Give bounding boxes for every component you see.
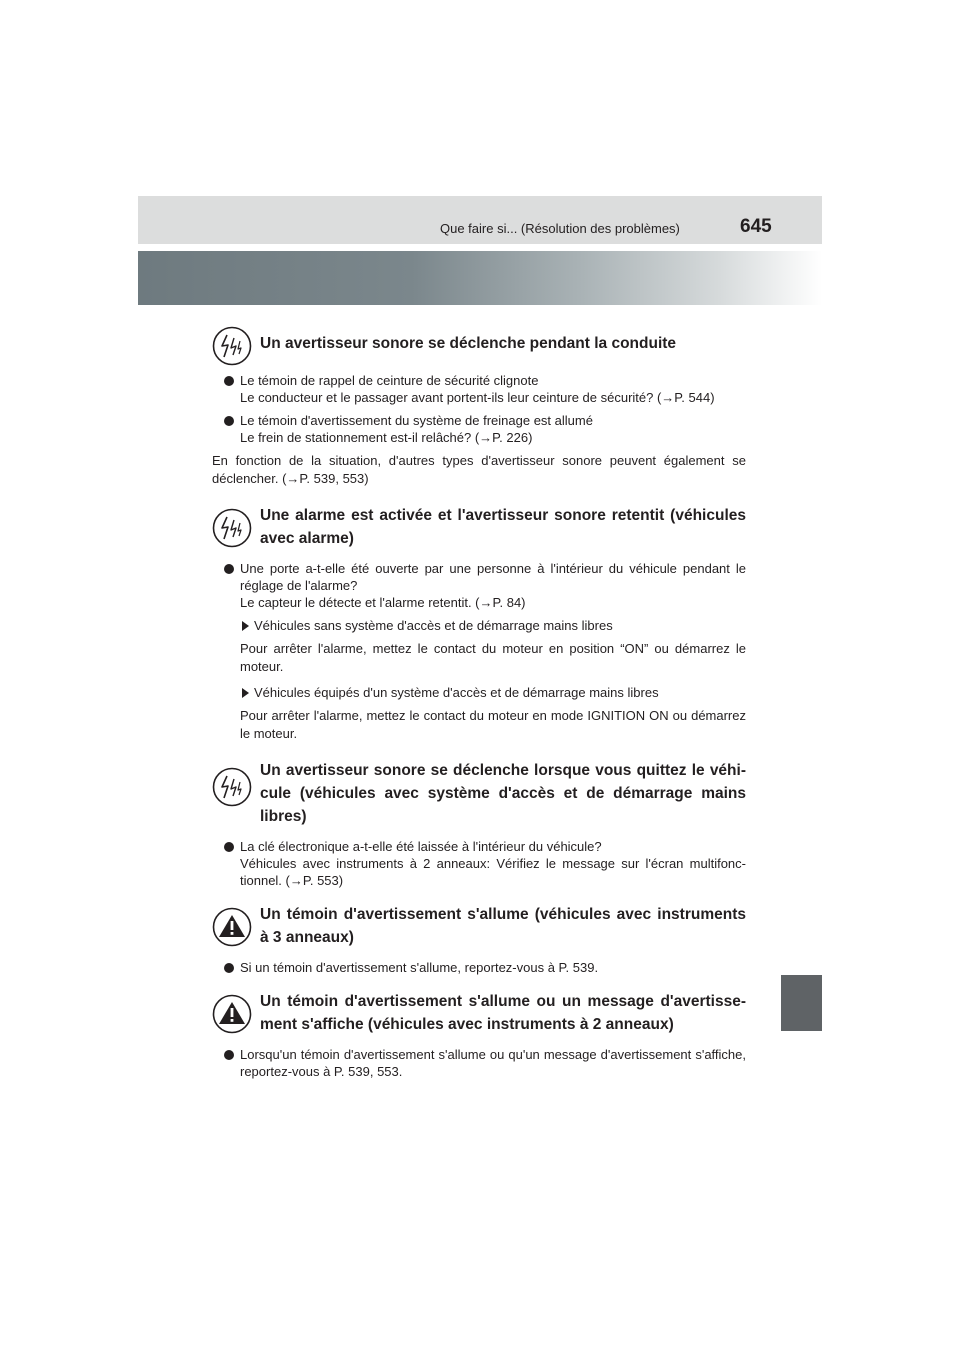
horn-icon — [212, 508, 252, 548]
triangle-marker-icon — [242, 688, 249, 698]
bullet-line: Le conducteur et le passager avant portent-ils leur ceinture de sécurité? (→P. 544) — [240, 390, 715, 405]
warning-icon — [212, 994, 252, 1034]
bullet-dot — [224, 842, 234, 852]
section-title-text: Un témoin d'avertissement s'allume (véhicules avec instruments à 3 anneaux) — [260, 906, 746, 946]
bullet-line: Lorsqu'un témoin d'avertissement s'allume ou qu'un message d'avertissement s'affiche, reportez-vous à P. 539, 553. — [240, 1047, 746, 1079]
section-title-text: Un avertisseur sonore se déclenche lorsque vous quittez le véhi-cule (véhicules avec système d'accès et de démarrage mains libres) — [260, 762, 746, 825]
bullet-line: Le témoin de rappel de ceinture de sécurité clignote — [240, 373, 539, 388]
paragraph: En fonction de la situation, d'autres types d'avertisseur sonore peuvent également se déclencher. (→P. 539, 553) — [212, 453, 746, 486]
list-item — [212, 1046, 746, 1080]
sub-item-label: Véhicules équipés d'un système d'accès et de démarrage mains libres — [254, 685, 659, 700]
list-item — [212, 560, 746, 611]
bullet-dot — [224, 416, 234, 426]
section-title-text: Un avertisseur sonore se déclenche pendant la conduite — [260, 335, 677, 352]
page-number: 645 — [740, 216, 772, 237]
section-heading — [212, 322, 746, 362]
bullet-dot — [224, 564, 234, 574]
section-heading — [212, 903, 746, 949]
bullet-dot — [224, 376, 234, 386]
bullet-line: La clé électronique a-t-elle été laissée à l'intérieur du véhicule? — [240, 839, 602, 854]
bullet-line: Le témoin d'avertissement du système de freinage est allumé — [240, 413, 593, 428]
bullet-line: Une porte a-t-elle été ouverte par une personne à l'intérieur du véhicule pendant le réglage de l'alarme? — [240, 561, 746, 593]
section-horn-while-driving — [212, 322, 746, 488]
list-item — [212, 838, 746, 889]
section-warning-light-3-rings — [212, 903, 746, 976]
sub-item-label: Véhicules sans système d'accès et de démarrage mains libres — [254, 618, 613, 633]
chapter-side-tab — [781, 975, 822, 1031]
bullet-line: Si un témoin d'avertissement s'allume, reportez-vous à P. 539. — [240, 960, 599, 975]
chapter-banner — [138, 251, 822, 305]
section-alarm-activated — [212, 504, 746, 743]
paragraph: Pour arrêter l'alarme, mettez le contact du moteur en mode IGNITION ON ou démarrez le moteur. — [240, 708, 746, 741]
list-item — [212, 412, 746, 446]
section-title-text: Un témoin d'avertissement s'allume ou un message d'avertisse-ment s'affiche (véhicules avec instruments à 2 anneaux) — [260, 993, 746, 1033]
section-heading — [212, 759, 746, 828]
section-heading — [212, 504, 746, 550]
list-item — [212, 959, 746, 976]
section-heading — [212, 990, 746, 1036]
section-warning-light-2-rings — [212, 990, 746, 1080]
bullet-dot — [224, 963, 234, 973]
list-item — [212, 372, 746, 406]
bullet-line: Le capteur le détecte et l'alarme retentit. (→P. 84) — [240, 595, 526, 610]
page-content — [212, 322, 746, 1086]
horn-icon — [212, 767, 252, 807]
section-title: Que faire si... (Résolution des problèmes) — [440, 221, 680, 236]
sub-item — [212, 684, 746, 701]
bullet-dot — [224, 1050, 234, 1060]
bullet-line: Le frein de stationnement est-il relâché? (→P. 226) — [240, 430, 533, 445]
bullet-line: Véhicules avec instruments à 2 anneaux: Vérifiez le message sur l'écran multifonc-tionnel. (→P. 553) — [240, 856, 746, 888]
warning-icon — [212, 907, 252, 947]
header-bar — [138, 196, 822, 244]
section-title-text: Une alarme est activée et l'avertisseur sonore retentit (véhicules avec alarme) — [260, 507, 746, 547]
paragraph: Pour arrêter l'alarme, mettez le contact du moteur en position “ON” ou démarrez le moteur. — [240, 641, 746, 674]
horn-icon — [212, 326, 252, 366]
sub-item — [212, 617, 746, 634]
triangle-marker-icon — [242, 621, 249, 631]
section-horn-leaving-vehicle — [212, 759, 746, 889]
